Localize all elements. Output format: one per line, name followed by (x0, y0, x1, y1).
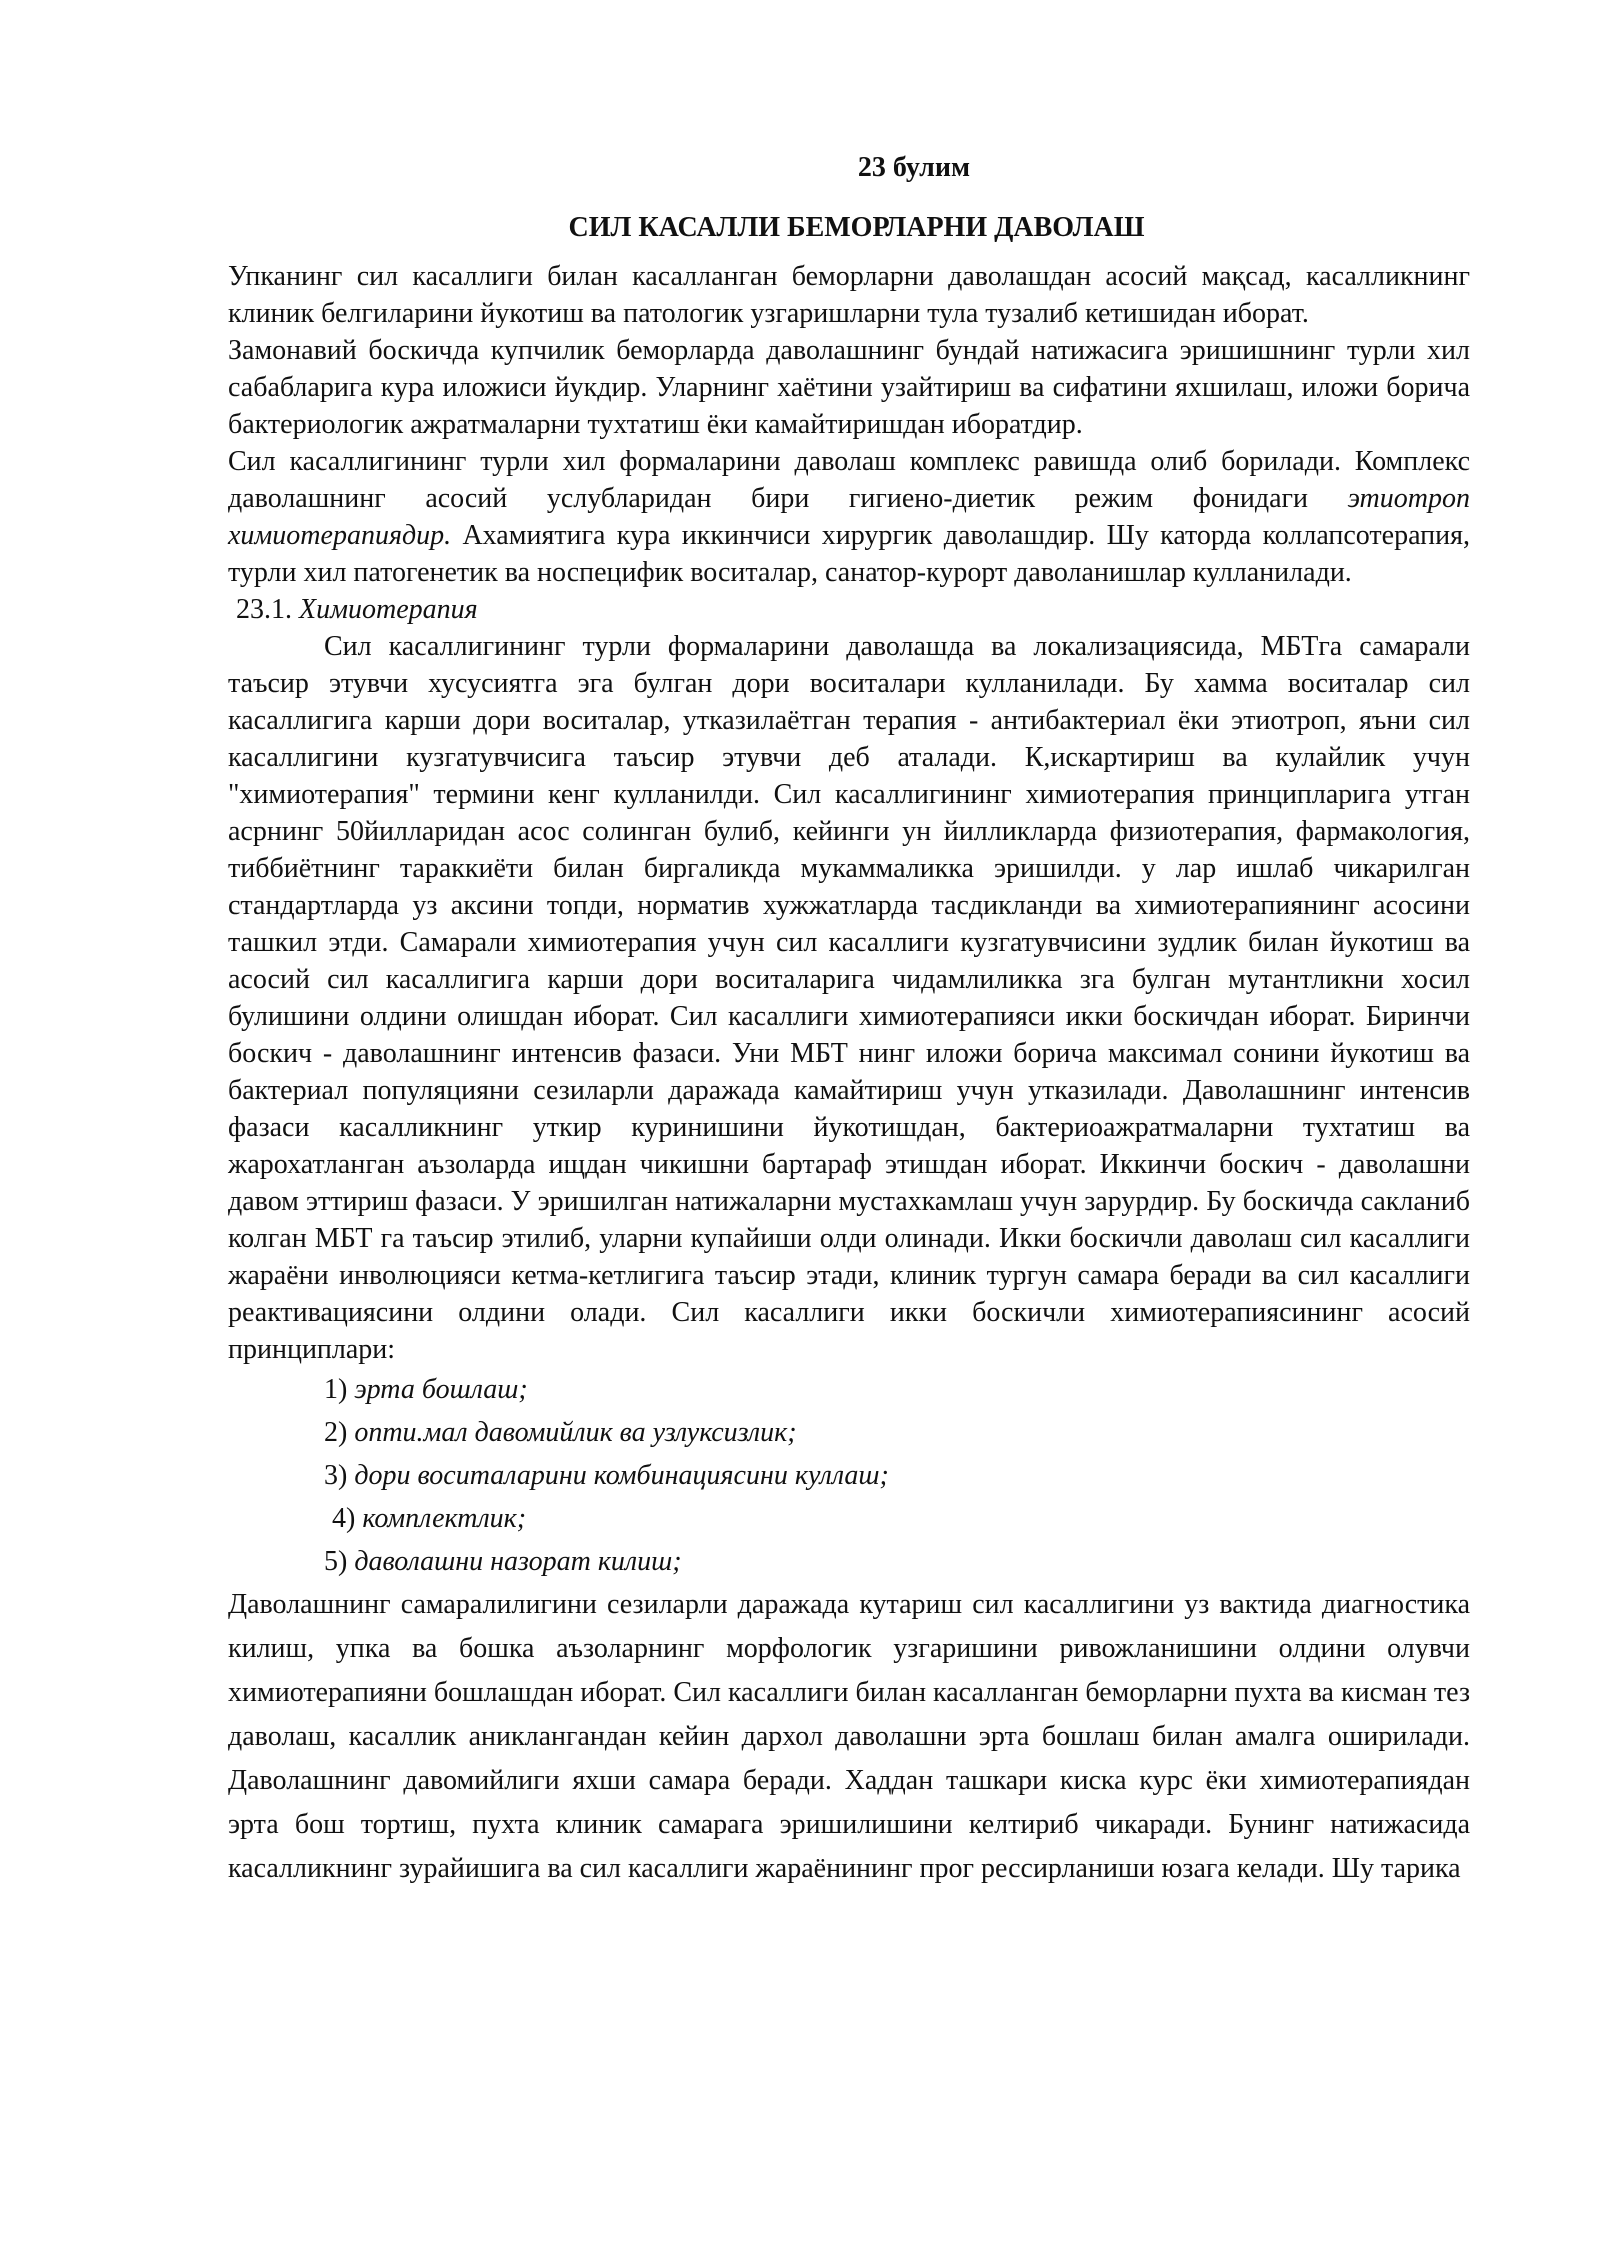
principle-text: эрта бошлаш; (354, 1374, 528, 1405)
principle-item (228, 1411, 1470, 1454)
chapter-number: 23 булим (857, 152, 971, 183)
principle-text: дори воситаларини комбинациясини куллаш; (354, 1460, 889, 1491)
principle-number: 4) (332, 1503, 356, 1534)
principle-item (228, 1454, 1470, 1497)
intro-paragraph-2: Замонавий боскичда купчилик беморларда даволашнинг бундай натижасига эришишнинг турли хил сабабларига кура иложиси йукдир. Уларнинг хаётини узайтириш ва сифатини яхшилаш, иложи борича бактериологик ажратмаларни тухтатиш ёки камайтиришдан иборатдир. (228, 335, 1470, 440)
principle-text: комплектлик; (362, 1503, 527, 1534)
intro-paragraph-3-end: Ахамиятига кура иккинчиси хирургик даволашдир. Шу каторда коллапсотерапия, турли хил патогенетик ва носпецифик воситалар, санатор-курорт даволанишлар кулланилади. (228, 520, 1470, 588)
principle-number: 5) (324, 1546, 348, 1577)
principle-number: 1) (324, 1374, 348, 1405)
body-paragraph: Сил касаллигининг турли формаларини даволашда ва локализациясида, МБТга самарали таъсир этувчи хусусиятга эга булган дори воситалари кулланилади. Бу хамма воситалар сил касаллигига карши дори воситалар, утказилаётган терапия - антибактериал ёки этиотроп, яъни сил касаллигини кузгатувчисига таъсир этувчи деб аталади. К,искартириш ва кулайлик учун "химиотерапия" термини кенг кулланилди. Сил касаллигининг химиотерапия принципларига утган асрнинг 50йилларидан асос солинган булиб, кейинги ун йилликларда физиотерапия, фармакология, тиббиётнинг тараккиёти билан биргаликда мукаммаликка эришилди. у лар ишлаб чикарилган стандартларда уз аксини топди, норматив хужжатларда тасдикланди ва химиотерапиянинг асосини ташкил этди. Самарали химиотерапия учун сил касаллиги кузгатувчисини зудлик билан йукотиш ва асосий сил касаллигига карши дори воситаларига чидамлиликка зга булган мутантликни хосил булишини олдини олишдан иборат. Сил касаллиги химиотерапияси икки боскичдан иборат. Биринчи боскич - даволашнинг интенсив фазаси. Уни МБТ нинг иложи борича максимал сонини йукотиш ва бактериал популяцияни сезиларли даражада камайтириш учун утказилади. Даволашнинг интенсив фазаси касалликнинг уткир куринишини йукотишдан, бактериоажратмаларни тухтатиш ва жарохатланган аъзоларда ищдан чикишни бартараф этишдан иборат. Иккинчи боскич - даволашни давом эттириш фазаси. У эришилган натижаларни мустахкамлаш учун зарурдир. Бу боскичда сакланиб колган МБТ га таъсир этилиб, уларни купайиши олди олинади. Икки боскичли даволаш сил касаллиги жараёни инволюцияси кетма-кетлигига таъсир этади, клиник тургун самара беради ва сил касаллиги реактивациясини олдини олади. Сил касаллиги икки боскичли химиотерапиясининг асосий принциплари: (228, 631, 1470, 1365)
intro-paragraph-3-italic: этиотроп химиотерапиядир. (228, 483, 1470, 551)
principle-item (228, 1368, 1470, 1411)
intro-paragraph-3-start: Сил касаллигининг турли хил формаларини даволаш комплекс равишда олиб борилади. Комплекс даволашнинг асосий услубларидан бири гигиено-диетик режим фонидаги (228, 446, 1470, 514)
principles-list (228, 1368, 1470, 1583)
section-title: Химиотерапия (299, 594, 478, 625)
principle-item (228, 1540, 1470, 1583)
intro-paragraph-3 (228, 443, 1470, 591)
chapter-title: СИЛ КАСАЛЛИ БЕМОРЛАРНИ ДАВОЛАШ (568, 212, 1145, 243)
closing-paragraph: Даволашнинг самаралилигини сезиларли даражада кутариш сил касаллигини уз вактида диагностика килиш, упка ва бошка аъзоларнинг морфологик узгаришини ривожланишини олдини олувчи химиотерапияни бошлашдан иборат. Сил касаллиги билан касалланган беморларни пухта ва кисман тез даволаш, касаллик аниклангандан кейин дархол даволашни эрта бошлаш билан амалга оширилади. Даволашнинг давомийлиги яхши самара беради. Хаддан ташкари киска курс ёки химиотерапиядан эрта бош тортиш, пухта клиник самарага эришилишини келтириб чикаради. Бунинг натижасида касалликнинг зурайишига ва сил касаллиги жараёнининг прог рессирланиши юзага келади. Шу тарика (228, 1589, 1470, 1884)
intro-paragraph-1: Упканинг сил касаллиги билан касалланган беморларни даволашдан асосий мақсад, касалликнинг клиник белгиларини йукотиш ва патологик узгаришларни тула тузалиб кетишидан иборат. (228, 261, 1470, 329)
principle-item (228, 1497, 1470, 1540)
section-heading (228, 591, 1470, 628)
principle-text: даволашни назорат килиш; (354, 1546, 682, 1577)
section-number: 23.1. (236, 594, 292, 625)
principle-number: 2) (324, 1417, 348, 1448)
principle-number: 3) (324, 1460, 348, 1491)
principle-text: опти.мал давомийлик ва узлуксизлик; (354, 1417, 797, 1448)
